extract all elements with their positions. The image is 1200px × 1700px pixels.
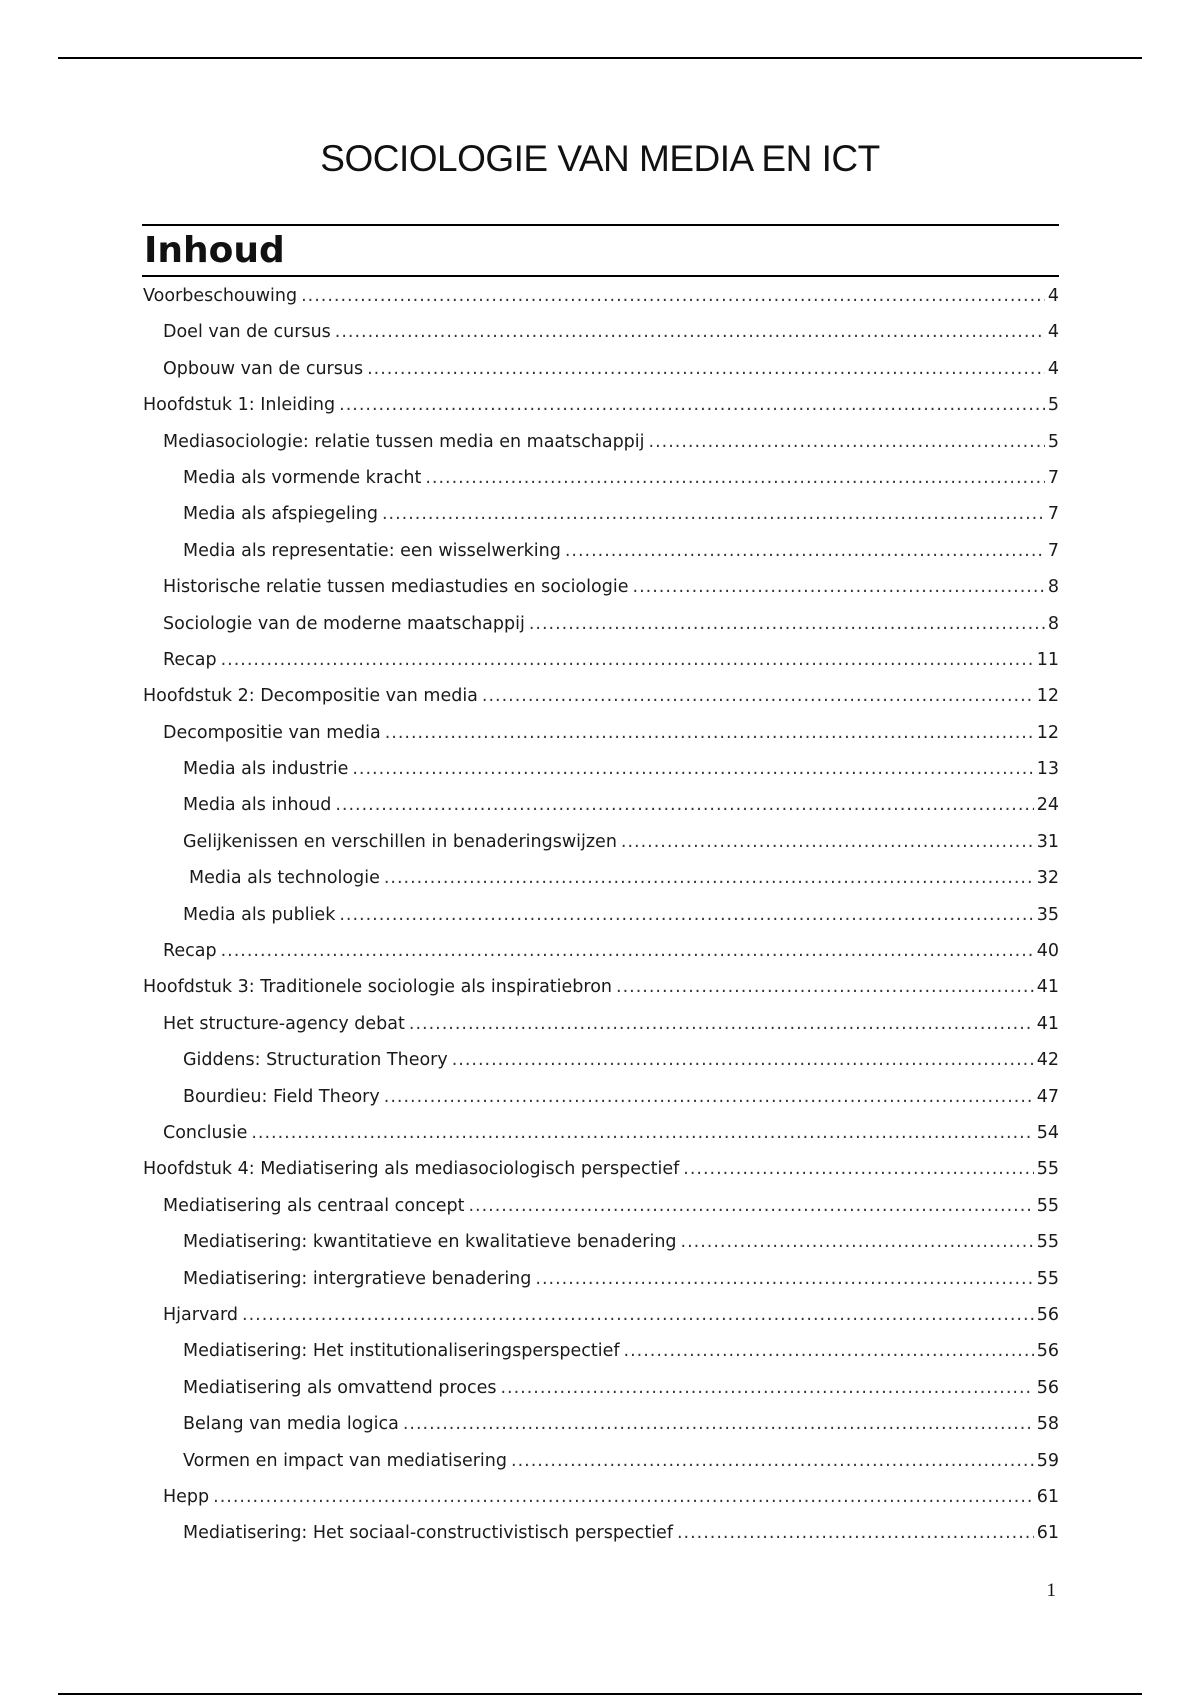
toc-entry-page: 61 [1036, 1486, 1059, 1507]
toc-entry[interactable] [142, 1261, 1059, 1297]
toc-entry[interactable] [142, 824, 1059, 860]
toc-entry-label: Vormen en impact van mediatisering [183, 1450, 507, 1471]
toc-entry[interactable] [142, 351, 1059, 387]
toc-entry-label: Mediasociologie: relatie tussen media en maatschappij [163, 431, 645, 452]
toc-entry[interactable] [142, 569, 1059, 605]
toc-entry-label: Hjarvard [163, 1304, 239, 1325]
toc-dot-leader [681, 1224, 1034, 1260]
toc-entry-page: 4 [1047, 358, 1059, 379]
toc-dot-leader [535, 1261, 1033, 1297]
toc-entry[interactable] [142, 1079, 1059, 1115]
toc-dot-leader [367, 351, 1045, 387]
toc-entry-page: 56 [1036, 1377, 1059, 1398]
toc-entry[interactable] [142, 1406, 1059, 1442]
toc-entry-page: 31 [1036, 831, 1059, 852]
toc-entry[interactable] [142, 1370, 1059, 1406]
toc-dot-leader [425, 460, 1045, 496]
toc-entry-page: 55 [1036, 1232, 1059, 1253]
toc-entry[interactable] [142, 533, 1059, 569]
toc-heading: Inhoud [142, 224, 1059, 277]
toc-dot-leader [452, 1042, 1034, 1078]
toc-entry[interactable] [142, 278, 1059, 314]
toc-entry-label: Hoofdstuk 4: Mediatisering als mediasociologisch perspectief [143, 1159, 680, 1180]
toc-entry-label: Doel van de cursus [163, 322, 331, 343]
toc-entry[interactable] [142, 387, 1059, 423]
toc-entry[interactable] [142, 1188, 1059, 1224]
toc-entry-page: 56 [1036, 1304, 1059, 1325]
toc-entry-label: Media als representatie: een wisselwerking [183, 540, 561, 561]
toc-entry[interactable] [142, 1297, 1059, 1333]
toc-entry-page: 4 [1047, 286, 1059, 306]
toc-entry-label: Media als afspiegeling [183, 504, 378, 525]
toc-dot-leader [621, 824, 1034, 860]
toc-entry[interactable] [142, 496, 1059, 532]
toc-entry-label: Conclusie [163, 1122, 248, 1143]
toc-entry-page: 41 [1036, 977, 1059, 998]
toc-entry[interactable] [142, 642, 1059, 678]
toc-dot-leader [500, 1370, 1033, 1406]
toc-entry-label: Hoofdstuk 1: Inleiding [143, 395, 336, 416]
toc-entry-page: 55 [1036, 1195, 1059, 1216]
toc-entry-page: 12 [1036, 686, 1059, 707]
toc-entry-page: 4 [1047, 322, 1059, 343]
toc-dot-leader [384, 860, 1034, 896]
toc-dot-leader [649, 424, 1045, 460]
toc-entry[interactable] [142, 606, 1059, 642]
toc-entry-page: 40 [1036, 941, 1059, 962]
toc-entry-label: Media als publiek [183, 904, 336, 925]
toc-dot-leader [403, 1406, 1034, 1442]
toc-entry-label: Voorbeschouwing [143, 286, 298, 306]
toc-entry-page: 32 [1036, 868, 1059, 889]
toc-entry-page: 59 [1036, 1450, 1059, 1471]
toc-entry-page: 61 [1036, 1523, 1059, 1544]
document-title: SOCIOLOGIE VAN MEDIA EN ICT [320, 138, 880, 179]
toc-entry[interactable] [142, 933, 1059, 969]
toc-entry-page: 5 [1047, 431, 1059, 452]
toc-dot-leader [251, 1115, 1033, 1151]
toc-dot-leader [335, 314, 1045, 350]
toc-entry-page: 8 [1047, 613, 1059, 634]
toc-entry-label: Media als technologie [189, 868, 380, 889]
toc-entry-label: Media als inhoud [183, 795, 332, 816]
toc-entry[interactable] [142, 1115, 1059, 1151]
toc-entry-label: Mediatisering: kwantitatieve en kwalitatieve benadering [183, 1232, 677, 1253]
toc-entry[interactable] [142, 897, 1059, 933]
toc-entry-page: 11 [1036, 649, 1059, 670]
toc-entry-label: Recap [163, 941, 217, 962]
toc-entry[interactable] [142, 1224, 1059, 1260]
toc-entry-label: Mediatisering als omvattend proces [183, 1377, 497, 1398]
toc-dot-leader [382, 496, 1045, 532]
table-of-contents [142, 224, 1059, 1552]
toc-entry[interactable] [142, 424, 1059, 460]
toc-dot-leader [624, 1333, 1034, 1369]
toc-dot-leader [352, 751, 1033, 787]
toc-entry-label: Hoofdstuk 3: Traditionele sociologie als inspiratiebron [143, 977, 613, 998]
toc-dot-leader [221, 933, 1034, 969]
toc-dot-leader [335, 787, 1033, 823]
toc-dot-leader [409, 1006, 1034, 1042]
toc-entry-page: 47 [1036, 1086, 1059, 1107]
toc-entry[interactable] [142, 787, 1059, 823]
toc-entry-label: Recap [163, 649, 217, 670]
toc-entry[interactable] [142, 1006, 1059, 1042]
toc-entry[interactable] [142, 1515, 1059, 1551]
toc-dot-leader [221, 642, 1034, 678]
toc-dot-leader [339, 387, 1045, 423]
toc-dot-leader [677, 1515, 1034, 1551]
toc-entry-label: Sociologie van de moderne maatschappij [163, 613, 525, 634]
toc-entry-label: Hepp [163, 1486, 210, 1507]
toc-entry[interactable] [142, 314, 1059, 350]
toc-entry-page: 55 [1036, 1159, 1059, 1180]
toc-entry[interactable] [142, 1333, 1059, 1369]
toc-dot-leader [482, 678, 1034, 714]
toc-entry[interactable] [142, 969, 1059, 1005]
toc-dot-leader [385, 715, 1034, 751]
toc-entry[interactable] [142, 460, 1059, 496]
toc-entry-page: 7 [1047, 504, 1059, 525]
toc-entry[interactable] [142, 715, 1059, 751]
toc-entry[interactable] [142, 1479, 1059, 1515]
toc-dot-leader [468, 1188, 1033, 1224]
toc-entry-page: 7 [1047, 467, 1059, 488]
toc-entry-page: 56 [1036, 1341, 1059, 1362]
toc-entry-page: 12 [1036, 722, 1059, 743]
toc-entry-page: 41 [1036, 1013, 1059, 1034]
toc-list [142, 277, 1059, 1552]
page-number: 1 [1046, 1580, 1056, 1601]
toc-dot-leader [633, 569, 1045, 605]
toc-entry[interactable] [142, 751, 1059, 787]
toc-entry-page: 42 [1036, 1050, 1059, 1071]
toc-dot-leader [301, 278, 1045, 314]
toc-dot-leader [529, 606, 1045, 642]
toc-dot-leader [242, 1297, 1034, 1333]
toc-dot-leader [616, 969, 1034, 1005]
toc-entry-label: Mediatisering als centraal concept [163, 1195, 465, 1216]
toc-entry-page: 54 [1036, 1122, 1059, 1143]
toc-entry-page: 7 [1047, 540, 1059, 561]
toc-entry-page: 35 [1036, 904, 1059, 925]
toc-entry[interactable] [142, 1042, 1059, 1078]
toc-dot-leader [511, 1443, 1034, 1479]
toc-entry-label: Mediatisering: Het sociaal-constructivistisch perspectief [183, 1523, 673, 1544]
toc-entry-label: Belang van media logica [183, 1414, 399, 1435]
toc-entry-label: Bourdieu: Field Theory [183, 1086, 380, 1107]
toc-entry-label: Giddens: Structuration Theory [183, 1050, 448, 1071]
toc-entry-label: Hoofdstuk 2: Decompositie van media [143, 686, 478, 707]
toc-entry-label: Historische relatie tussen mediastudies en sociologie [163, 577, 629, 598]
toc-entry-label: Gelijkenissen en verschillen in benaderingswijzen [183, 831, 617, 852]
toc-dot-leader [683, 1151, 1033, 1187]
toc-entry-label: Media als vormende kracht [183, 467, 422, 488]
toc-dot-leader [339, 897, 1033, 933]
toc-entry-label: Het structure-agency debat [163, 1013, 405, 1034]
toc-dot-leader [565, 533, 1045, 569]
toc-entry-page: 24 [1036, 795, 1059, 816]
toc-entry-label: Media als industrie [183, 759, 349, 780]
toc-entry-label: Mediatisering: Het institutionaliseringsperspectief [183, 1341, 620, 1362]
toc-entry-label: Opbouw van de cursus [163, 358, 364, 379]
toc-dot-leader [384, 1079, 1034, 1115]
toc-entry[interactable] [142, 1443, 1059, 1479]
toc-entry[interactable] [142, 1151, 1059, 1187]
page-bottom-rule [58, 1693, 1142, 1695]
toc-entry-page: 13 [1036, 759, 1059, 780]
toc-entry-page: 58 [1036, 1414, 1059, 1435]
toc-dot-leader [213, 1479, 1034, 1515]
toc-entry-label: Mediatisering: intergratieve benadering [183, 1268, 532, 1289]
toc-entry[interactable] [142, 860, 1059, 896]
page-top-rule [58, 57, 1142, 59]
toc-entry-page: 55 [1036, 1268, 1059, 1289]
toc-entry[interactable] [142, 678, 1059, 714]
toc-entry-page: 8 [1047, 577, 1059, 598]
toc-entry-label: Decompositie van media [163, 722, 381, 743]
toc-entry-page: 5 [1047, 395, 1059, 416]
